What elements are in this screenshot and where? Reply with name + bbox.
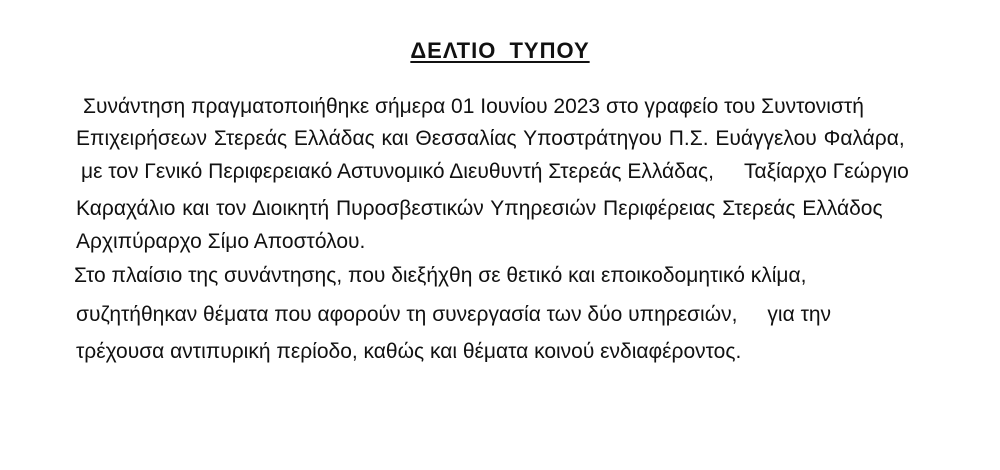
paragraph1-line1: Συνάντηση πραγματοποιήθηκε σήμερα 01 Ιουνίου 2023 στο γραφείο του Συντονιστή: [83, 95, 864, 118]
paragraph2-line3: τρέχουσα αντιπυρική περίοδο, καθώς και θέματα κοινού ενδιαφέροντος.: [76, 340, 742, 363]
paragraph2-line1: Στο πλαίσιο της συνάντησης, που διεξήχθη σε θετικό και εποικοδομητικό κλίμα,: [74, 264, 807, 287]
paragraph1-line2: Επιχειρήσεων Στερεάς Ελλάδας και Θεσσαλίας Υποστράτηγου Π.Σ. Ευάγγελου Φαλάρα,: [76, 127, 905, 150]
paragraph1-line4: Καραχάλιο και τον Διοικητή Πυροσβεστικών Υπηρεσιών Περιφέρειας Στερεάς Ελλάδος: [76, 197, 883, 220]
paragraph2-line2-part-b: για την: [767, 303, 832, 326]
paragraph1-line3-part-b: Ταξίαρχο Γεώργιο: [743, 160, 909, 183]
paragraph1-line5: Αρχιπύραρχο Σίμο Αποστόλου.: [76, 230, 366, 253]
paragraph1-line3-part-a: με τον Γενικό Περιφερειακό Αστυνομικό Διευθυντή Στερεάς Ελλάδας,: [81, 160, 714, 183]
paragraph2-line2-part-a: συζητήθηκαν θέματα που αφορούν τη συνεργασία των δύο υπηρεσιών,: [76, 303, 738, 326]
paragraph1-line3: [81, 159, 909, 185]
paragraph2-line2: [76, 302, 831, 328]
document-title: ΔΕΛΤΙΟ ΤΥΠΟΥ: [410, 38, 590, 63]
